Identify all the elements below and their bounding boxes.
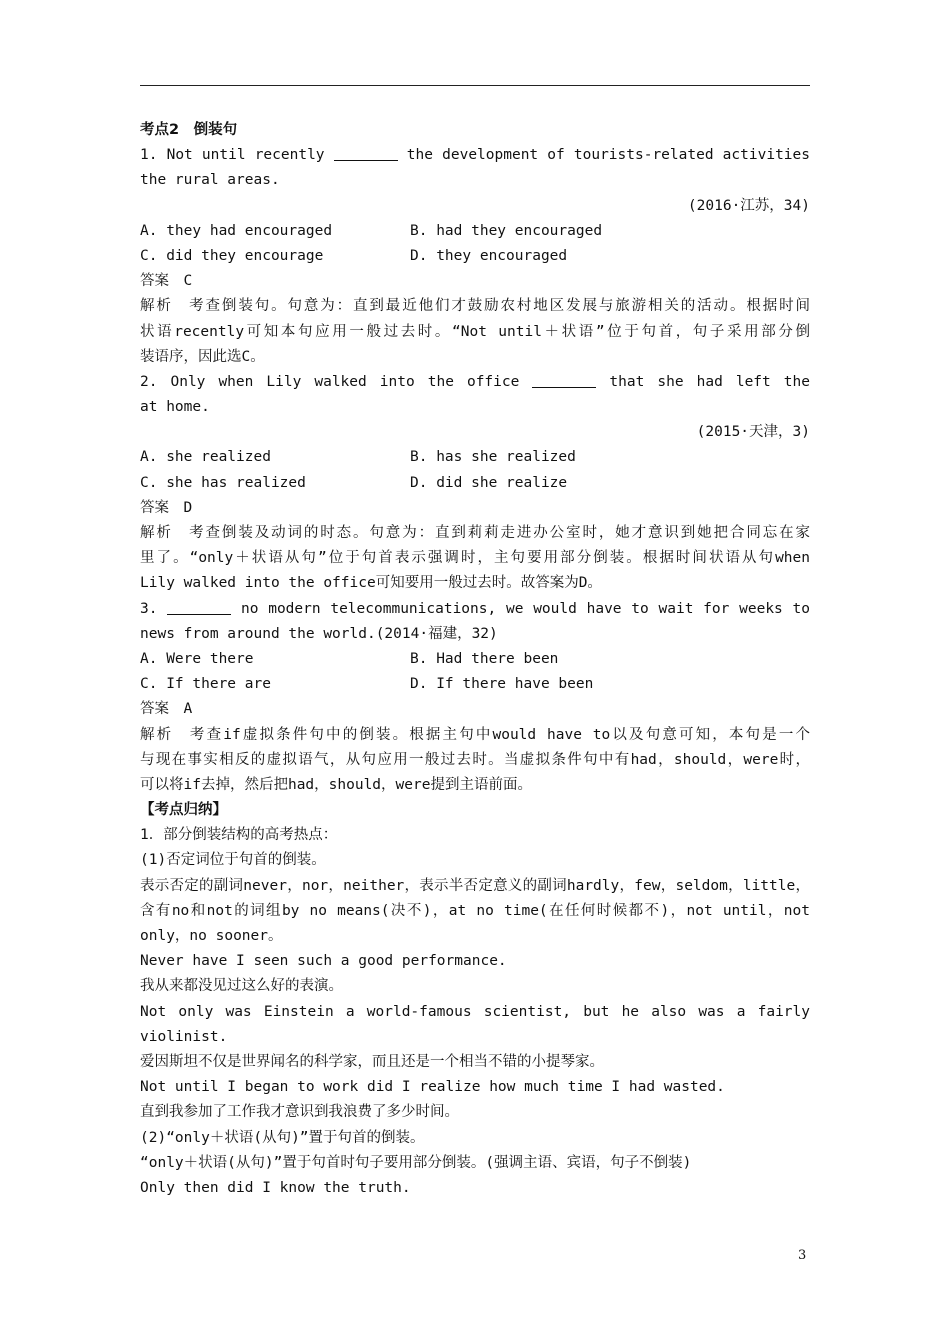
q1-option-b: B. had they encouraged: [410, 222, 603, 239]
summary-line13: (2)“only＋状语(从句)”置于句首的倒装。: [140, 1129, 425, 1146]
page-content: [140, 118, 810, 1201]
q3-option-b: B. Had there been: [410, 650, 559, 667]
q3-answer: 答案 A: [140, 701, 193, 718]
q1-answer: 答案 C: [140, 273, 193, 290]
summary-line7: 我从来都没见过这么好的表演。: [140, 978, 343, 995]
summary-line9: violinist.: [140, 1028, 228, 1045]
q1-source: (2016·江苏，34): [687, 197, 810, 214]
q2-source: (2015·天津，3): [696, 424, 810, 441]
q1-options-row1: [140, 219, 810, 244]
q2-option-d: D. did she realize: [410, 474, 568, 491]
q1-analysis-line2: 状语recently可知本句应用一般过去时。“Not until＋状语”位于句首，句子采用部分倒: [140, 323, 810, 340]
section-title: 考点2 倒装句: [140, 122, 238, 138]
q1-analysis-line3: 装语序，因此选C。: [140, 348, 265, 365]
q2-options-row1: [140, 445, 810, 470]
summary-line15: Only then did I know the truth.: [140, 1179, 411, 1196]
q2-option-a: A. she realized: [140, 449, 271, 466]
summary-line2: (1)否定词位于句首的倒装。: [140, 852, 326, 869]
header-rule: [140, 85, 810, 86]
q3-stem-line1: 3. no modern telecommunications, we would have to wait for weeks to: [140, 600, 810, 617]
q1-option-a: A. they had encouraged: [140, 222, 333, 239]
q3-option-d: D. If there have been: [410, 676, 594, 693]
q3-analysis-line3: 可以将if去掉，然后把had，should，were提到主语前面。: [140, 776, 532, 793]
q1-option-d: D. they encouraged: [410, 247, 568, 264]
q3-stem-line2: news from around the world.(2014·福建，32): [140, 625, 498, 642]
q1-options-row2: [140, 244, 810, 269]
q2-stem-line2: at home.: [140, 399, 210, 416]
q1-stem-line1: 1. Not until recently the development of tourists-related activities: [140, 147, 810, 164]
q2-answer: 答案 D: [140, 499, 193, 516]
q3-analysis-line1: 解析 考查if虚拟条件句中的倒装。根据主句中would have to以及句意可知，本句是一个: [140, 726, 810, 743]
summary-line11: Not until I began to work did I realize how much time I had wasted.: [140, 1079, 725, 1096]
q3-option-c: C. If there are: [140, 676, 271, 693]
q3-option-a: A. Were there: [140, 650, 254, 667]
q3-options-row1: [140, 647, 810, 672]
summary-line3: 表示否定的副词never，nor，neither，表示半否定意义的副词hardly，few，seldom，little，: [140, 877, 810, 894]
q3-options-row2: [140, 672, 810, 697]
q1-stem-line2: the rural areas.: [140, 172, 280, 189]
q2-option-b: B. has she realized: [410, 449, 576, 466]
summary-line8: Not only was Einstein a world-famous scientist, but he also was a fairly: [140, 1003, 810, 1020]
summary-line1: 1．部分倒装结构的高考热点：: [140, 827, 338, 844]
summary-line12: 直到我参加了工作我才意识到我浪费了多少时间。: [140, 1104, 459, 1121]
q2-analysis-line1: 解析 考查倒装及动词的时态。句意为：直到莉莉走进办公室时，她才意识到她把合同忘在家: [140, 525, 810, 541]
q1-analysis-line1: 解析 考查倒装句。句意为：直到最近他们才鼓励农村地区发展与旅游相关的活动。根据时间: [140, 298, 810, 315]
q2-options-row2: [140, 471, 810, 496]
summary-line6: Never have I seen such a good performance.: [140, 953, 507, 970]
summary-title: 【考点归纳】: [140, 802, 227, 819]
q2-analysis-line2: 里了。“only＋状语从句”位于句首表示强调时，主句要用部分倒装。根据时间状语从句when: [140, 550, 810, 567]
summary-line14: “only＋状语(从句)”置于句首时句子要用部分倒装。(强调主语、宾语，句子不倒装): [140, 1154, 692, 1171]
q2-option-c: C. she has realized: [140, 474, 306, 491]
q2-blank: [532, 373, 596, 388]
q1-blank: [334, 146, 398, 161]
summary-line4: 含有no和not的词组by no means(决不)，at no time(在任何时候都不)，not until，not: [140, 902, 810, 919]
q2-stem-line1: 2. Only when Lily walked into the office that she had left the: [140, 373, 810, 390]
page-number: 3: [798, 1248, 807, 1263]
summary-line10: 爱因斯坦不仅是世界闻名的科学家，而且还是一个相当不错的小提琴家。: [140, 1053, 604, 1070]
q2-analysis-line3: Lily walked into the office可知要用一般过去时。故答案为D。: [140, 575, 602, 592]
summary-line5: only，no sooner。: [140, 928, 283, 944]
q3-blank: [167, 600, 231, 615]
q1-option-c: C. did they encourage: [140, 247, 324, 264]
q3-analysis-line2: 与现在事实相反的虚拟语气，从句应用一般过去时。当虚拟条件句中有had，should，were时，: [140, 751, 810, 768]
